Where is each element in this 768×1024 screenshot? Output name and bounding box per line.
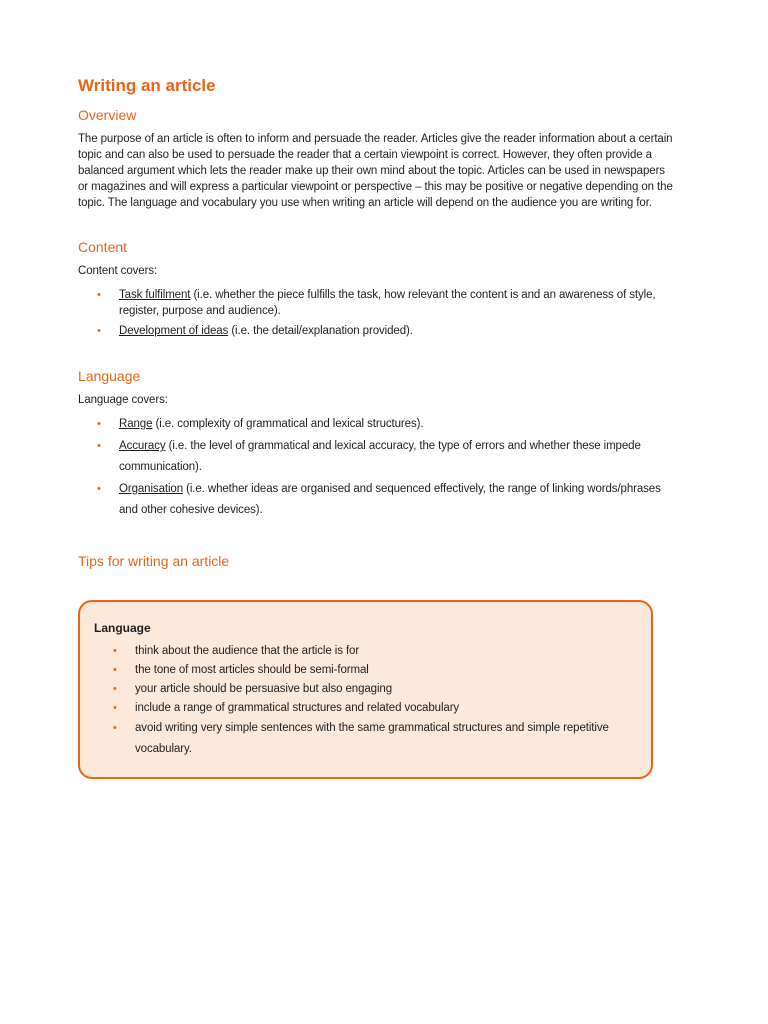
bullet-icon: •	[97, 325, 101, 337]
tip-text: include a range of grammatical structures and related vocabulary	[135, 702, 460, 714]
tip-text: your article should be persuasive but also engaging	[135, 683, 393, 695]
list-item	[94, 642, 639, 661]
bullet-icon: •	[97, 289, 101, 301]
tips-heading: Tips for writing an article	[78, 553, 230, 569]
tip-text: the tone of most articles should be semi-formal	[135, 664, 369, 676]
bullet-icon: •	[113, 722, 117, 734]
term-organisation: Organisation	[119, 483, 184, 495]
language-intro: Language covers:	[78, 394, 168, 406]
content-list	[78, 287, 678, 341]
bullet-icon: •	[97, 440, 101, 452]
term-description: (i.e. the detail/explanation provided).	[228, 325, 413, 337]
language-heading: Language	[78, 368, 141, 384]
list-item	[78, 479, 676, 521]
term-development-of-ideas: Development of ideas	[119, 325, 229, 337]
bullet-icon: •	[113, 645, 117, 657]
bullet-icon: •	[97, 483, 101, 495]
list-item	[78, 415, 676, 434]
bullet-icon: •	[113, 702, 117, 714]
term-description: (i.e. whether ideas are organised and sequenced effectively, the range of linking words/phrases and other cohesive devices).	[119, 483, 661, 516]
list-item	[78, 287, 678, 319]
term-description: (i.e. complexity of grammatical and lexical structures).	[152, 418, 424, 430]
page-title: Writing an article	[78, 76, 216, 95]
bullet-icon: •	[113, 664, 117, 676]
tip-text: avoid writing very simple sentences with the same grammatical structures and simple repetitive vocabulary.	[135, 722, 609, 755]
list-item	[94, 680, 639, 699]
list-item	[94, 661, 639, 680]
tips-box	[78, 600, 653, 779]
document-page	[78, 74, 678, 571]
content-intro: Content covers:	[78, 265, 158, 277]
term-description: (i.e. the level of grammatical and lexical accuracy, the type of errors and whether these impede communication).	[119, 440, 641, 473]
term-description: (i.e. whether the piece fulfills the task, how relevant the content is and an awareness of style, register, purpose and audience).	[119, 289, 656, 317]
list-item	[78, 322, 678, 341]
language-list	[78, 415, 676, 521]
tips-list	[94, 642, 639, 760]
list-item	[94, 699, 639, 718]
tip-text: think about the audience that the article is for	[135, 645, 360, 657]
bullet-icon: •	[97, 418, 101, 430]
term-task-fulfilment: Task fulfilment	[119, 289, 191, 301]
term-accuracy: Accuracy	[119, 440, 166, 452]
content-heading: Content	[78, 239, 128, 255]
overview-heading: Overview	[78, 107, 137, 123]
tips-box-heading: Language	[94, 621, 151, 635]
list-item	[78, 436, 676, 478]
bullet-icon: •	[113, 683, 117, 695]
list-item	[94, 718, 639, 760]
term-range: Range	[119, 418, 153, 430]
overview-paragraph: The purpose of an article is often to inform and persuade the reader. Articles give the reader information about a certain topic and can also be used to persuade the reader that a certain viewpoint is correct. However, they often provide a balanced argument which lets the reader make up their own mind about the topic. Articles can be used in newspapers or magazines and will express a particular viewpoint or perspective – this may be positive or negative depending on the topic. The language and vocabulary you use when writing an article will depend on the audience you are writing for.	[78, 133, 673, 209]
